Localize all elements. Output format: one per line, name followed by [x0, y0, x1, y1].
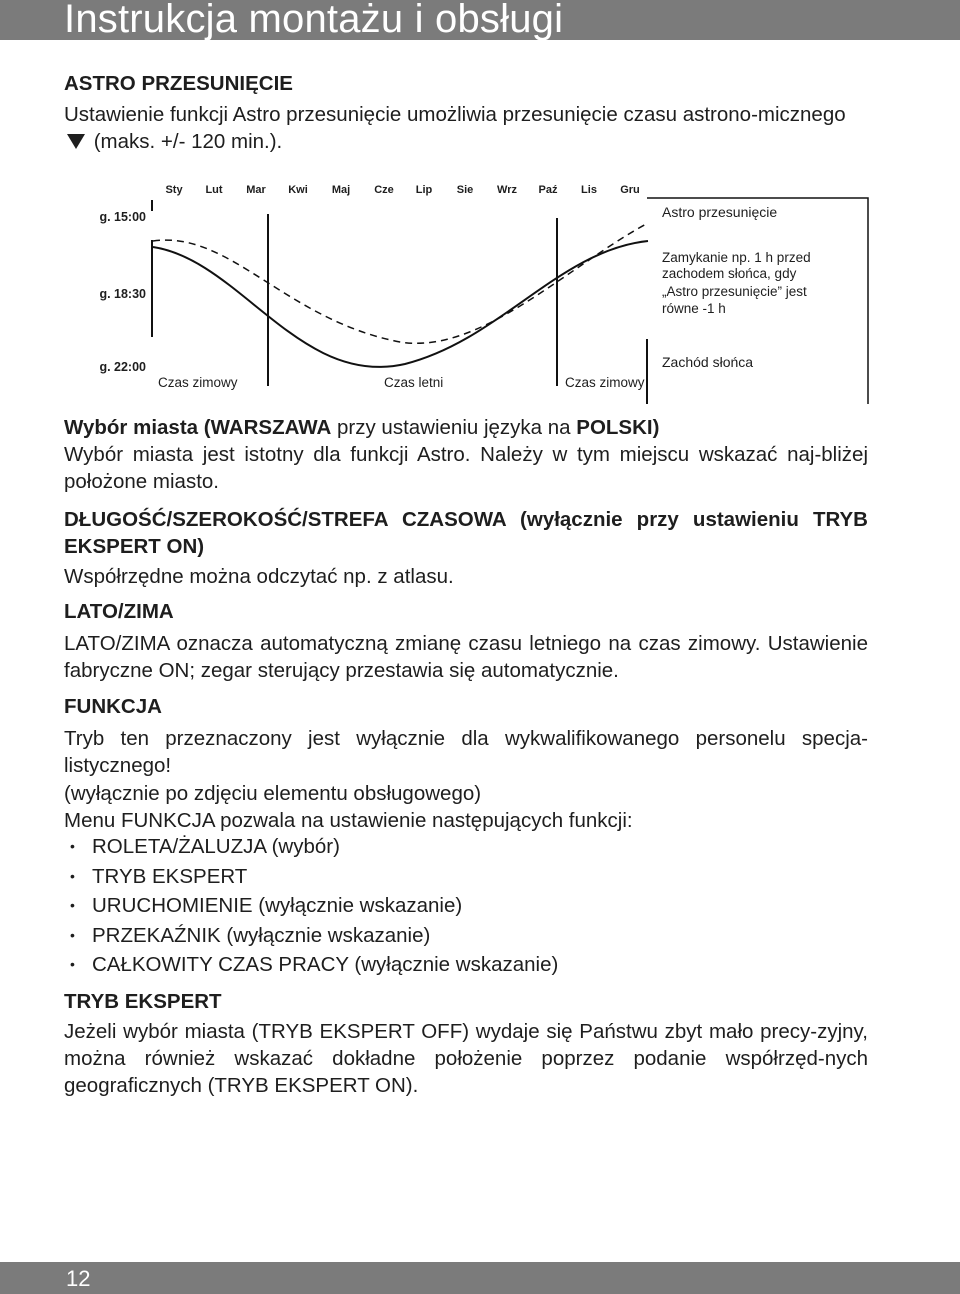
astro-diagram	[70, 172, 874, 406]
season-label: Czas zimowy	[158, 375, 238, 390]
time-label: g. 18:30	[99, 287, 146, 301]
city-heading	[64, 414, 872, 441]
coords-text: Współrzędne można odczytać np. z atlasu.	[64, 565, 454, 588]
page-footer	[0, 1262, 960, 1294]
function-list	[64, 832, 872, 980]
expert-text: Jeżeli wybór miasta (TRYB EKSPERT OFF) wydaje się Państwu zbyt mało precy-zyjny, można również wskazać dokładne położenie poprzez podanie współrzęd-nych geograficznych (TRYB EKSPERT ON).	[64, 1020, 868, 1097]
function-heading: FUNKCJA	[64, 695, 162, 718]
dst-text: LATO/ZIMA oznacza automatyczną zmianę czasu letniego na czas zimowy. Ustawienie fabryczne ON; zegar sterujący przestawia się automatycznie.	[64, 632, 868, 682]
list-item: • ROLETA/ŻALUZJA (wybór)	[64, 832, 872, 862]
month-label: Mar	[246, 184, 266, 196]
time-label: g. 15:00	[99, 210, 146, 224]
month-label: Wrz	[497, 184, 517, 196]
month-label: Cze	[374, 184, 394, 196]
astro-paragraph	[64, 101, 864, 155]
season-labels	[158, 375, 645, 390]
function-note: (wyłącznie po zdjęciu elementu obsługowego)	[64, 782, 482, 805]
sunset-curve	[153, 241, 648, 367]
list-item: • PRZEKAŹNIK (wyłącznie wskazanie)	[64, 921, 872, 951]
function-intro: Menu FUNKCJA pozwala na ustawienie następujących funkcji:	[64, 809, 633, 832]
legend-sunset: Zachód słońca	[662, 354, 754, 370]
season-label: Czas zimowy	[565, 375, 645, 390]
list-item: • TRYB EKSPERT	[64, 862, 872, 892]
page-header	[0, 0, 960, 40]
month-label: Gru	[620, 184, 640, 196]
month-label: Lip	[415, 184, 433, 196]
dst-heading: LATO/ZIMA	[64, 600, 174, 623]
triangle-down-icon	[67, 134, 85, 149]
page-number: 12	[66, 1266, 91, 1291]
city-text: Wybór miasta jest istotny dla funkcji Astro. Należy w tym miejscu wskazać naj-bliżej położone miasto.	[64, 443, 868, 493]
month-label: Lut	[205, 184, 223, 196]
month-label: Lis	[581, 184, 597, 196]
month-label: Kwi	[288, 184, 308, 196]
page-title: Instrukcja montażu i obsługi	[64, 0, 564, 41]
legend-closing: zachodem słońca, gdy	[662, 266, 797, 281]
legend-closing: Zamykanie np. 1 h przed	[662, 250, 811, 265]
coords-heading: DŁUGOŚĆ/SZEROKOŚĆ/STREFA CZASOWA (wyłącznie przy ustawieniu TRYB EKSPERT ON)	[64, 508, 868, 558]
season-label: Czas letni	[384, 375, 444, 390]
month-label: Sty	[165, 184, 183, 196]
month-labels	[165, 184, 639, 196]
month-label: Paź	[538, 184, 558, 196]
diagram-legend	[662, 204, 811, 370]
expert-heading: TRYB EKSPERT	[64, 990, 222, 1013]
month-label: Sie	[456, 184, 474, 196]
city-heading-lang: POLSKI)	[576, 416, 660, 439]
legend-astro: Astro przesunięcie	[662, 204, 778, 220]
astro-heading: ASTRO PRZESUNIĘCIE	[64, 72, 293, 95]
city-heading-bold: Wybór miasta (WARSZAWA	[64, 416, 332, 439]
time-labels	[99, 210, 146, 374]
astro-text: Ustawienie funkcji Astro przesunięcie umożliwia przesunięcie czasu astrono-micznego	[64, 103, 846, 126]
function-warning: Tryb ten przeznaczony jest wyłącznie dla wykwalifikowanego personelu specja-listycznego!	[64, 727, 868, 777]
list-item: • URUCHOMIENIE (wyłącznie wskazanie)	[64, 891, 872, 921]
city-heading-mid: przy ustawieniu języka na	[331, 416, 577, 439]
legend-closing: równe -1 h	[662, 301, 726, 316]
legend-closing: „Astro przesunięcie” jest	[662, 284, 807, 299]
month-label: Maj	[331, 184, 351, 196]
time-label: g. 22:00	[99, 360, 146, 374]
astro-range: (maks. +/- 120 min.).	[93, 130, 283, 153]
list-item: • CAŁKOWITY CZAS PRACY (wyłącznie wskazanie)	[64, 950, 872, 980]
